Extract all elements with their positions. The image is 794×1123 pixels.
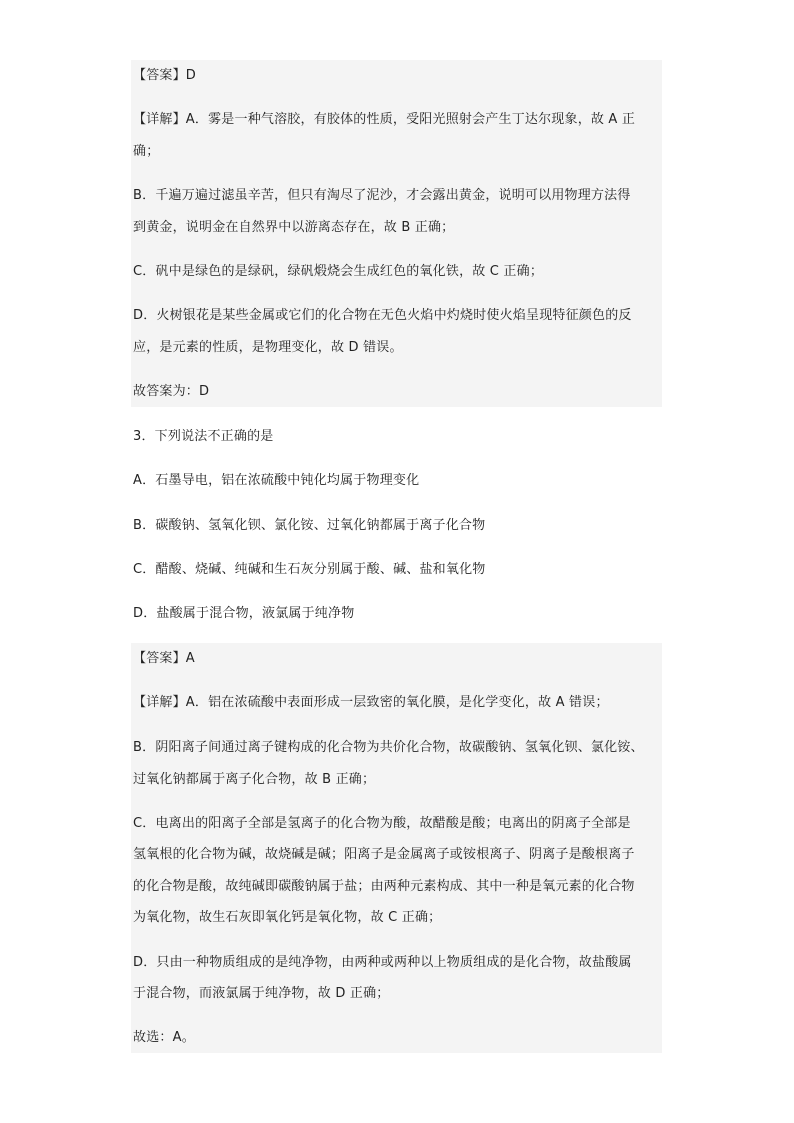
answer-label: 【答案】A [133,651,195,666]
detail-line: 到黄金，说明金在自然界中以游离态存在，故 B 正确； [133,220,455,235]
detail-line: C．电离出的阳离子全部是氢离子的化合物为酸，故醋酸是酸；电离出的阴离子全部是 [133,816,631,831]
detail-line: 【详解】A．铝在浓硫酸中表面形成一层致密的氧化膜，是化学变化，故 A 错误； [133,695,609,710]
final-answer: 故选：A。 [133,1030,195,1045]
detail-line: 的化合物是酸，故纯碱即碳酸钠属于盐；由两种元素构成、其中一种是氧元素的化合物 [133,879,635,894]
answer-label: 【答案】D [133,68,197,83]
detail-line: 氢氧根的化合物为碱，故烧碱是碱；阳离子是金属离子或铵根离子、阴离子是酸根离子 [133,847,635,862]
option-b: B．碳酸钠、氢氧化钡、氯化铵、过氧化钠都属于离子化合物 [133,518,486,533]
final-answer: 故答案为：D [133,384,210,399]
option-c: C．醋酸、烧碱、纯碱和生石灰分别属于酸、碱、盐和氧化物 [133,562,486,577]
option-d: D．盐酸属于混合物，液氯属于纯净物 [133,606,355,621]
detail-line: 【详解】A．雾是一种气溶胶，有胶体的性质，受阳光照射会产生丁达尔现象，故 A 正 [133,112,636,127]
detail-line: B．阴阳离子间通过离子键构成的化合物为共价化合物，故碳酸钠、氢氧化钡、氯化铵、 [133,740,644,755]
detail-line: B．千遍万遍过滤虽辛苦，但只有淘尽了泥沙，才会露出黄金，说明可以用物理方法得 [133,188,631,203]
detail-line: 为氧化物，故生石灰即氧化钙是氧化物，故 C 正确； [133,910,442,925]
detail-line: C．矾中是绿色的是绿矾，绿矾煅烧会生成红色的氧化铁，故 C 正确； [133,264,544,279]
detail-line: 过氧化钠都属于离子化合物，故 B 正确； [133,772,376,787]
detail-line: 确； [133,144,160,159]
option-a: A．石墨导电，铝在浓硫酸中钝化均属于物理变化 [133,473,420,488]
question-stem: 3．下列说法不正确的是 [133,429,274,444]
detail-line: D．火树银花是某些金属或它们的化合物在无色火焰中灼烧时使火焰呈现特征颜色的反 [133,308,632,323]
detail-line: D．只由一种物质组成的是纯净物，由两种或两种以上物质组成的是化合物，故盐酸属 [133,955,632,970]
detail-line: 应，是元素的性质，是物理变化，故 D 错误。 [133,340,403,355]
detail-line: 于混合物，而液氯属于纯净物，故 D 正确； [133,986,390,1001]
